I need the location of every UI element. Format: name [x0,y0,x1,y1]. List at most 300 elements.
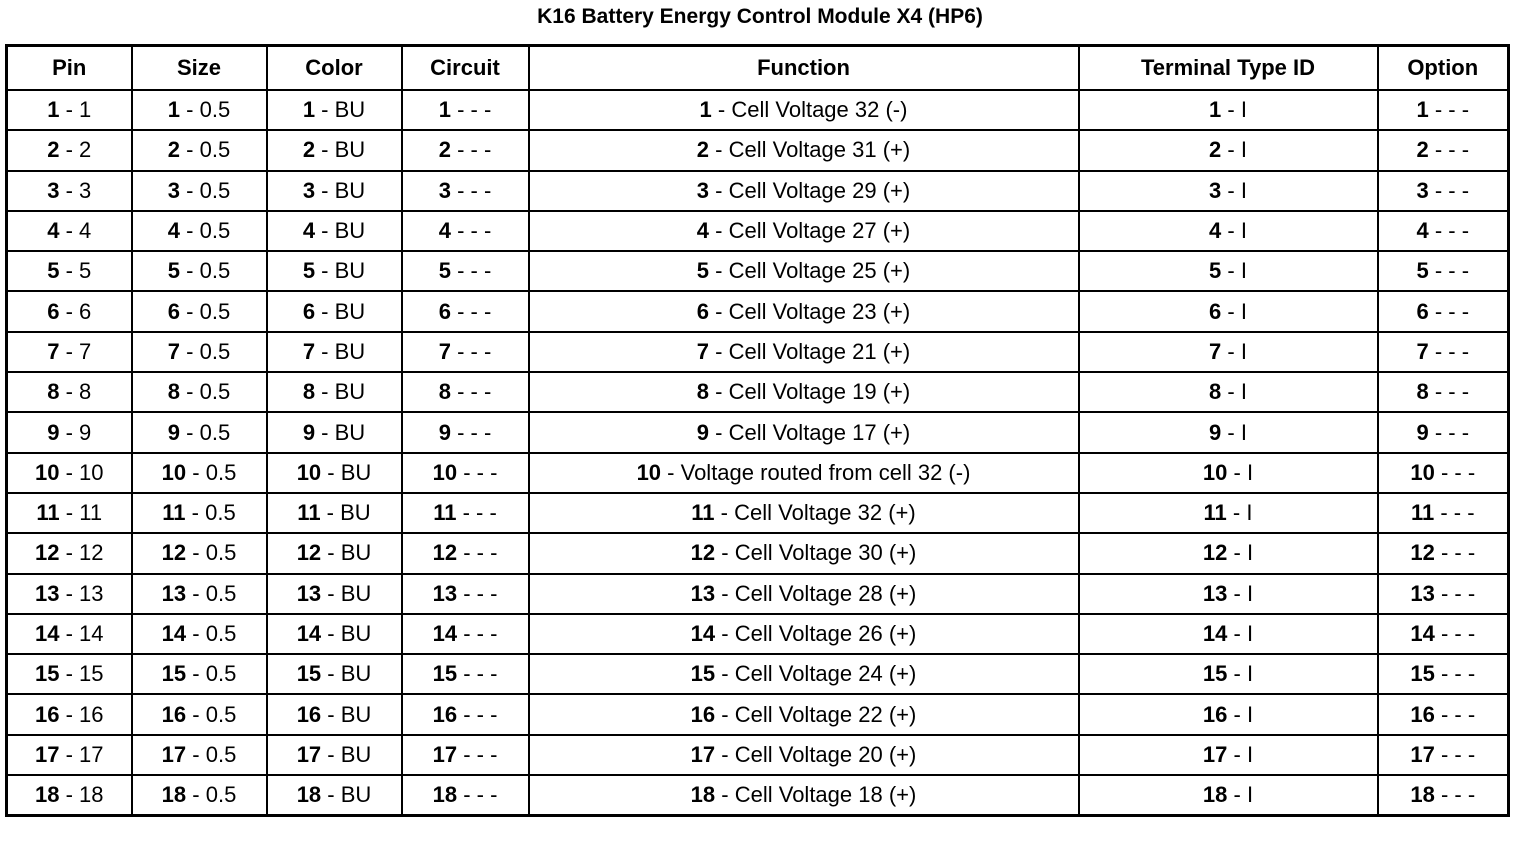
row-number: 9 [438,419,451,445]
cell-option-value: - - [1448,298,1470,324]
row-number: 6 [167,298,181,324]
cell-circuit: 4 - - - [402,211,529,251]
cell-pin-value: 8 [79,379,92,405]
cell-color-value: BU [334,298,366,324]
cell-function-value: Voltage routed from cell 32 (-) [680,459,971,485]
cell-pin-value: 15 [79,661,104,687]
row-number: 6 [696,298,710,324]
row-number: 18 [432,782,458,808]
row-number: 8 [47,379,60,405]
cell-option-value: - - [1448,177,1470,203]
cell-circuit-value: - - [476,500,497,526]
cell-function-value: Cell Voltage 29 (+) [728,177,911,203]
row-number: 9 [696,419,710,445]
column-header-pin: Pin [7,46,132,91]
cell-function: 5 - Cell Voltage 25 (+) [529,251,1079,291]
row-number: 9 [167,419,181,445]
row-number: 1 [167,97,181,123]
cell-function-value: Cell Voltage 18 (+) [734,782,917,808]
row-number: 1 [1416,97,1429,123]
cell-circuit-value: - - [476,661,498,687]
cell-function: 8 - Cell Voltage 19 (+) [529,372,1079,412]
cell-pin-value: 17 [79,741,104,767]
cell-terminal-type-id-value: I [1246,540,1254,566]
cell-circuit-value: - - [476,580,498,606]
cell-function-value: Cell Voltage 26 (+) [734,621,917,646]
row-number: 12 [432,540,458,566]
cell-option: 18 - - - [1378,775,1509,816]
cell-size: 9 - 0.5 [132,412,267,452]
row-number: 5 [696,258,710,284]
row-number: 5 [302,258,316,284]
cell-terminal-type-id: 2 - I [1079,130,1378,170]
row-number: 2 [47,137,60,163]
row-number: 3 [1416,177,1429,203]
row-number: 18 [1410,782,1435,808]
cell-pin: 5 - 5 [7,251,132,291]
column-header-option: Option [1378,46,1509,91]
row-number: 13 [690,580,716,606]
cell-size-value: 0.5 [199,97,231,123]
row-number: 10 [432,459,458,485]
cell-terminal-type-id: 16 - I [1079,694,1378,734]
cell-size: 4 - 0.5 [132,211,267,251]
row-number: 11 [162,500,186,526]
cell-color: 17 - BU [267,735,402,775]
cell-circuit-value: - - [476,540,498,566]
cell-function-value: Cell Voltage 23 (+) [728,298,911,324]
table-row [7,211,1509,251]
row-number: 7 [302,338,316,364]
row-number: 16 [690,701,716,727]
cell-circuit-value: - - [470,419,492,445]
cell-function: 16 - Cell Voltage 22 (+) [529,694,1079,734]
row-number: 17 [690,741,716,767]
cell-color-value: BU [334,419,366,445]
cell-size: 18 - 0.5 [132,775,267,816]
cell-function: 1 - Cell Voltage 32 (-) [529,90,1079,130]
row-number: 13 [432,580,458,606]
cell-terminal-type-id: 7 - I [1079,332,1378,372]
cell-terminal-type-id: 4 - I [1079,211,1378,251]
cell-option: 7 - - - [1378,332,1509,372]
cell-pin: 1 - 1 [7,90,132,130]
table-header-row [7,46,1509,91]
row-number: 16 [1202,701,1228,727]
cell-function: 10 - Voltage routed from cell 32 (-) [529,453,1079,493]
cell-option: 11 - - - [1378,493,1509,533]
row-number: 14 [296,621,322,646]
cell-color: 1 - BU [267,90,402,130]
cell-terminal-type-id: 10 - I [1079,453,1378,493]
table-row [7,291,1509,331]
row-number: 13 [161,580,187,606]
cell-function-value: Cell Voltage 27 (+) [728,218,911,244]
cell-size: 6 - 0.5 [132,291,267,331]
cell-option-value: - - [1454,459,1476,485]
cell-size: 3 - 0.5 [132,171,267,211]
cell-option-value: - - [1454,621,1476,646]
row-number: 12 [296,540,322,566]
cell-function-value: Cell Voltage 30 (+) [734,540,917,566]
cell-function: 17 - Cell Voltage 20 (+) [529,735,1079,775]
cell-size-value: 0.5 [205,500,236,526]
cell-function: 14 - Cell Voltage 26 (+) [529,614,1079,654]
cell-color: 18 - BU [267,775,402,816]
row-number: 2 [167,137,181,163]
cell-circuit-value: - - [476,621,498,646]
cell-size-value: 0.5 [205,621,237,646]
row-number: 12 [690,540,716,566]
row-number: 18 [296,782,322,808]
cell-terminal-type-id-value: I [1240,97,1247,123]
table-row [7,372,1509,412]
cell-color-value: BU [334,177,366,203]
cell-circuit: 14 - - - [402,614,529,654]
row-number: 10 [1202,459,1228,485]
cell-pin: 8 - 8 [7,372,132,412]
row-number: 15 [690,661,716,687]
row-number: 18 [1202,782,1228,808]
row-number: 15 [432,661,458,687]
row-number: 8 [1416,379,1429,405]
cell-circuit: 11 - - - [402,493,529,533]
cell-circuit-value: - - [470,379,492,405]
row-number: 9 [47,419,60,445]
cell-size-value: 0.5 [199,298,231,324]
cell-pin: 6 - 6 [7,291,132,331]
cell-option-value: - - [1454,701,1476,727]
cell-color-value: BU [340,580,372,606]
cell-circuit-value: - - [470,218,492,244]
cell-function: 13 - Cell Voltage 28 (+) [529,574,1079,614]
cell-option: 8 - - - [1378,372,1509,412]
row-number: 14 [690,621,716,646]
cell-terminal-type-id: 1 - I [1079,90,1378,130]
table-row [7,533,1509,573]
cell-color: 6 - BU [267,291,402,331]
cell-terminal-type-id-value: I [1246,500,1253,526]
cell-function-value: Cell Voltage 28 (+) [734,580,917,606]
pinout-table [5,44,1510,817]
cell-pin: 14 - 14 [7,614,132,654]
row-number: 1 [699,97,712,123]
cell-pin-value: 3 [79,177,92,203]
cell-terminal-type-id: 12 - I [1079,533,1378,573]
table-row [7,574,1509,614]
column-header-color: Color [267,46,402,91]
cell-option: 2 - - - [1378,130,1509,170]
cell-function: 7 - Cell Voltage 21 (+) [529,332,1079,372]
cell-option: 9 - - - [1378,412,1509,452]
cell-size: 7 - 0.5 [132,332,267,372]
document-title: K16 Battery Energy Control Module X4 (HP6) [537,4,983,28]
cell-size: 2 - 0.5 [132,130,267,170]
row-number: 3 [1209,177,1222,203]
row-number: 13 [1202,580,1228,606]
cell-pin-value: 12 [79,540,104,566]
row-number: 11 [1203,500,1227,526]
cell-terminal-type-id-value: I [1240,137,1247,163]
row-number: 12 [1202,540,1228,566]
row-number: 1 [1209,97,1222,123]
cell-color: 14 - BU [267,614,402,654]
cell-color-value: BU [340,621,372,646]
row-number: 7 [167,338,181,364]
row-number: 10 [161,459,187,485]
row-number: 16 [432,701,458,727]
cell-function-value: Cell Voltage 21 (+) [728,338,911,364]
row-number: 18 [161,782,187,808]
table-row [7,251,1509,291]
cell-option-value: - - [1448,379,1470,405]
row-number: 17 [1410,741,1435,767]
row-number: 7 [1209,338,1222,364]
row-number: 9 [1209,419,1222,445]
cell-pin: 2 - 2 [7,130,132,170]
cell-pin: 16 - 16 [7,694,132,734]
cell-terminal-type-id: 11 - I [1079,493,1378,533]
cell-function: 9 - Cell Voltage 17 (+) [529,412,1079,452]
row-number: 16 [34,701,60,727]
cell-color: 11 - BU [267,493,402,533]
row-number: 5 [47,258,60,284]
cell-color-value: BU [334,258,366,284]
cell-option-value: - - [1453,500,1475,526]
cell-function-value: Cell Voltage 32 (-) [731,97,908,123]
table-row [7,332,1509,372]
row-number: 9 [302,419,316,445]
cell-size: 5 - 0.5 [132,251,267,291]
row-number: 17 [161,741,187,767]
cell-pin-value: 5 [79,258,92,284]
row-number: 8 [696,379,710,405]
cell-color-value: BU [334,338,366,364]
cell-size: 12 - 0.5 [132,533,267,573]
table-row [7,775,1509,816]
cell-option-value: - - [1454,741,1476,767]
row-number: 17 [432,741,458,767]
row-number: 15 [1202,661,1228,687]
cell-size: 10 - 0.5 [132,453,267,493]
cell-color: 9 - BU [267,412,402,452]
row-number: 14 [34,621,60,646]
table-row [7,171,1509,211]
cell-option: 10 - - - [1378,453,1509,493]
cell-circuit-value: - - [470,97,492,123]
cell-terminal-type-id-value: I [1240,379,1247,405]
row-number: 14 [1410,621,1435,646]
cell-color-value: BU [340,782,372,808]
row-number: 4 [302,218,316,244]
cell-option: 4 - - - [1378,211,1509,251]
cell-function-value: Cell Voltage 32 (+) [734,500,916,526]
cell-option-value: - - [1448,258,1470,284]
cell-pin: 4 - 4 [7,211,132,251]
row-number: 4 [167,218,181,244]
cell-circuit-value: - - [470,137,492,163]
cell-terminal-type-id: 18 - I [1079,775,1378,816]
row-number: 9 [1416,419,1429,445]
column-header-size: Size [132,46,267,91]
cell-size: 17 - 0.5 [132,735,267,775]
cell-pin: 3 - 3 [7,171,132,211]
cell-circuit-value: - - [470,298,492,324]
cell-color: 8 - BU [267,372,402,412]
row-number: 6 [302,298,316,324]
cell-size-value: 0.5 [205,741,237,767]
row-number: 6 [438,298,451,324]
cell-circuit-value: - - [476,459,498,485]
cell-pin-value: 9 [79,419,92,445]
row-number: 2 [1416,137,1429,163]
cell-size: 11 - 0.5 [132,493,267,533]
row-number: 4 [47,218,60,244]
cell-pin: 11 - 11 [7,493,132,533]
cell-function-value: Cell Voltage 24 (+) [734,661,917,687]
cell-size-value: 0.5 [199,379,231,405]
cell-terminal-type-id-value: I [1240,419,1247,445]
cell-color-value: BU [334,218,366,244]
row-number: 10 [636,459,662,485]
cell-color-value: BU [340,661,372,687]
cell-option-value: - - [1454,540,1476,566]
cell-size: 8 - 0.5 [132,372,267,412]
cell-circuit-value: - - [470,177,492,203]
row-number: 15 [1410,661,1435,687]
row-number: 4 [1416,218,1429,244]
row-number: 8 [167,379,181,405]
cell-circuit: 17 - - - [402,735,529,775]
cell-option-value: - - [1448,137,1470,163]
table-row [7,614,1509,654]
cell-terminal-type-id-value: I [1246,459,1254,485]
cell-pin-value: 2 [79,137,92,163]
cell-terminal-type-id-value: I [1240,338,1247,364]
row-number: 8 [1209,379,1222,405]
cell-option-value: - - [1448,218,1470,244]
cell-option: 6 - - - [1378,291,1509,331]
cell-pin-value: 13 [79,580,104,606]
cell-terminal-type-id-value: I [1240,298,1247,324]
row-number: 2 [302,137,316,163]
row-number: 14 [161,621,187,646]
cell-size: 13 - 0.5 [132,574,267,614]
row-number: 10 [296,459,322,485]
row-number: 3 [438,177,451,203]
row-number: 2 [1209,137,1222,163]
cell-pin: 15 - 15 [7,654,132,694]
table-row [7,654,1509,694]
cell-size-value: 0.5 [205,782,237,808]
cell-function-value: Cell Voltage 31 (+) [728,137,911,163]
cell-circuit: 3 - - - [402,171,529,211]
cell-terminal-type-id: 15 - I [1079,654,1378,694]
cell-option: 12 - - - [1378,533,1509,573]
cell-color: 16 - BU [267,694,402,734]
row-number: 3 [302,177,316,203]
cell-pin-value: 10 [79,459,104,485]
cell-color: 10 - BU [267,453,402,493]
cell-pin: 9 - 9 [7,412,132,452]
cell-option-value: - - [1448,419,1470,445]
cell-pin-value: 4 [79,218,92,244]
cell-circuit: 18 - - - [402,775,529,816]
cell-pin: 17 - 17 [7,735,132,775]
row-number: 15 [296,661,322,687]
cell-function: 3 - Cell Voltage 29 (+) [529,171,1079,211]
cell-terminal-type-id: 6 - I [1079,291,1378,331]
cell-pin: 10 - 10 [7,453,132,493]
row-number: 17 [296,741,322,767]
row-number: 17 [1202,741,1228,767]
cell-terminal-type-id-value: I [1246,661,1254,687]
row-number: 4 [1209,218,1222,244]
cell-function-value: Cell Voltage 19 (+) [728,379,911,405]
cell-pin-value: 1 [79,97,92,123]
row-number: 11 [433,500,457,526]
row-number: 6 [1209,298,1222,324]
row-number: 2 [696,137,710,163]
cell-size-value: 0.5 [205,459,237,485]
row-number: 7 [47,338,60,364]
row-number: 7 [438,338,451,364]
row-number: 16 [161,701,187,727]
row-number: 17 [34,741,60,767]
cell-circuit-value: - - [476,701,498,727]
row-number: 1 [47,97,60,123]
cell-terminal-type-id: 3 - I [1079,171,1378,211]
cell-size: 15 - 0.5 [132,654,267,694]
cell-size: 14 - 0.5 [132,614,267,654]
cell-color-value: BU [340,701,372,727]
cell-pin: 7 - 7 [7,332,132,372]
cell-size-value: 0.5 [199,177,231,203]
table-row [7,493,1509,533]
cell-color-value: BU [340,741,372,767]
row-number: 10 [34,459,60,485]
column-header-circuit: Circuit [402,46,529,91]
cell-terminal-type-id-value: I [1246,741,1254,767]
cell-option-value: - - [1448,97,1470,123]
cell-option: 17 - - - [1378,735,1509,775]
row-number: 11 [297,500,321,526]
cell-terminal-type-id: 9 - I [1079,412,1378,452]
cell-circuit: 6 - - - [402,291,529,331]
cell-circuit-value: - - [470,258,492,284]
cell-function: 2 - Cell Voltage 31 (+) [529,130,1079,170]
row-number: 1 [302,97,316,123]
cell-circuit: 2 - - - [402,130,529,170]
cell-pin: 12 - 12 [7,533,132,573]
cell-function: 11 - Cell Voltage 32 (+) [529,493,1079,533]
column-header-terminal-type-id: Terminal Type ID [1079,46,1378,91]
cell-function: 12 - Cell Voltage 30 (+) [529,533,1079,573]
cell-circuit: 15 - - - [402,654,529,694]
cell-function-value: Cell Voltage 20 (+) [734,741,917,767]
cell-color-value: BU [334,97,366,123]
cell-terminal-type-id-value: I [1240,218,1247,244]
cell-color: 2 - BU [267,130,402,170]
cell-terminal-type-id: 14 - I [1079,614,1378,654]
row-number: 11 [1410,500,1435,526]
row-number: 4 [696,218,710,244]
row-number: 3 [167,177,181,203]
cell-pin-value: 14 [79,621,104,646]
cell-circuit-value: - - [476,741,498,767]
row-number: 3 [47,177,60,203]
cell-circuit: 10 - - - [402,453,529,493]
